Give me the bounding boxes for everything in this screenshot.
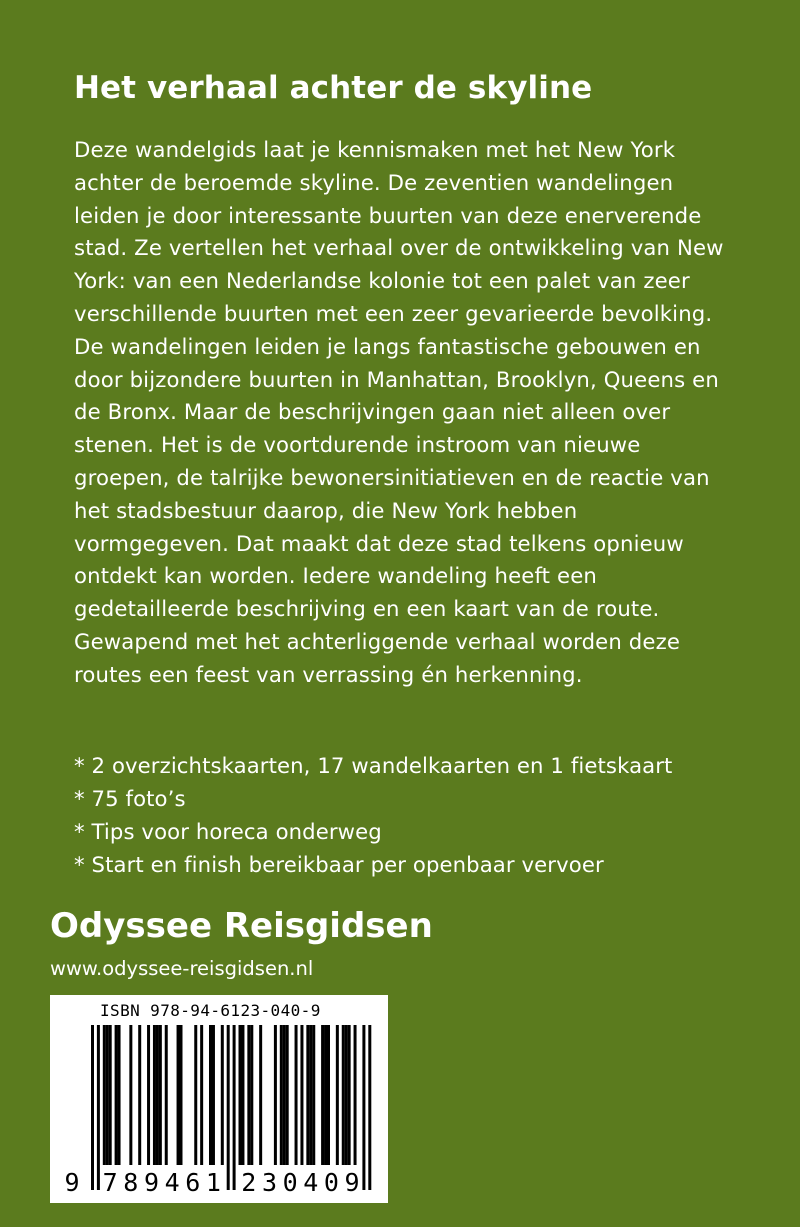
- barcode-bar: [324, 1025, 327, 1165]
- description-paragraph: Deze wandelgids laat je kennismaken met het New York achter de beroemde skyline. De zeventien wandelingen leiden je door interessante buurten van deze enerverende stad. Ze vertellen het verhaal over de ontwikkeling van New York: van een Nederlandse kolonie tot een palet van zeer verschillende buurten met een zeer gevarieerde bevolking.: [74, 137, 724, 326]
- barcode-bar: [109, 1025, 112, 1165]
- barcode-bar: [221, 1025, 224, 1165]
- barcode-digit: 3: [261, 1168, 278, 1197]
- barcode: [50, 995, 388, 1203]
- barcode-bar: [368, 1025, 371, 1190]
- feature-item: * 75 foto’s: [74, 786, 186, 811]
- barcode-bar: [280, 1025, 283, 1165]
- barcode-bar: [312, 1025, 315, 1165]
- barcode-bar: [362, 1025, 365, 1190]
- barcode-digit: 4: [164, 1168, 180, 1197]
- publisher-name: Odyssee Reisgidsen: [50, 906, 433, 946]
- barcode-bar: [106, 1025, 109, 1165]
- publisher-website: www.odyssee-reisgidsen.nl: [50, 957, 314, 980]
- barcode-bar: [165, 1025, 168, 1165]
- cover-title: Het verhaal achter de skyline: [74, 70, 593, 106]
- barcode-bar: [200, 1025, 203, 1165]
- barcode-bar: [115, 1025, 118, 1165]
- barcode-bar: [247, 1025, 250, 1165]
- barcode-bar: [354, 1025, 357, 1165]
- features-list: [74, 749, 672, 881]
- feature-item: * Tips voor horeca onderweg: [74, 819, 382, 844]
- barcode-bar: [239, 1025, 242, 1165]
- barcode-bar: [97, 1025, 100, 1190]
- barcode-bar: [283, 1025, 286, 1165]
- barcode-bar: [259, 1025, 262, 1165]
- feature-item: * Start en finish bereikbaar per openbaar vervoer: [74, 852, 604, 877]
- barcode-bar: [348, 1025, 351, 1165]
- barcode-digit: 9: [344, 1168, 360, 1197]
- barcode-bar: [103, 1025, 106, 1165]
- barcode-digit: 0: [323, 1168, 339, 1197]
- barcode-digit: 0: [282, 1168, 298, 1197]
- barcode-bar: [250, 1025, 253, 1165]
- description: [74, 134, 734, 692]
- barcode-bar: [138, 1025, 141, 1165]
- barcode-bar: [233, 1025, 236, 1190]
- barcode-bar: [274, 1025, 277, 1165]
- barcode-bar: [286, 1025, 289, 1165]
- barcode-bar: [212, 1025, 215, 1165]
- barcode-bar: [91, 1025, 94, 1190]
- barcode-bar: [153, 1025, 156, 1165]
- barcode-bar: [327, 1025, 330, 1165]
- barcode-digit: 6: [185, 1168, 201, 1197]
- barcode-bar: [309, 1025, 312, 1165]
- barcode-bar: [306, 1025, 309, 1165]
- barcode-bar: [342, 1025, 345, 1165]
- barcode-bar: [177, 1025, 180, 1165]
- barcode-bar: [129, 1025, 132, 1165]
- barcode-bar: [300, 1025, 303, 1165]
- barcode-bar: [209, 1025, 212, 1165]
- barcode-bar: [156, 1025, 159, 1165]
- barcode-digit: 7: [102, 1168, 118, 1197]
- barcode-bar: [147, 1025, 150, 1165]
- barcode-bar: [336, 1025, 339, 1165]
- description-paragraph: De wandelingen leiden je langs fantastische gebouwen en door bijzondere buurten in Manhattan, Brooklyn, Queens en de Bronx. Maar de beschrijvingen gaan niet alleen over stenen. Het is de voortdurende instroom van nieuwe groepen, de talrijke bewonersinitiatieven en de reactie van het stadsbestuur daarop, die New York hebben vormgegeven. Dat maakt dat deze stad telkens opnieuw ontdekt kan worden. Iedere wandeling heeft een gedetailleerde beschrijving en een kaart van de route. Gewapend met het achterliggende verhaal worden deze routes een feest van verrassing én herkenning.: [74, 333, 719, 687]
- barcode-bars: [50, 995, 388, 1203]
- barcode-bar: [345, 1025, 348, 1165]
- barcode-bar: [227, 1025, 230, 1190]
- barcode-bar: [159, 1025, 162, 1165]
- barcode-bar: [180, 1025, 183, 1165]
- barcode-digit: 2: [241, 1168, 257, 1197]
- barcode-digit: 1: [205, 1168, 221, 1197]
- barcode-digit: 9: [64, 1168, 80, 1197]
- barcode-bar: [194, 1025, 197, 1165]
- barcode-digit: 8: [123, 1168, 139, 1197]
- isbn-label: ISBN 978-94-6123-040-9: [100, 1001, 321, 1020]
- barcode-bar: [241, 1025, 244, 1165]
- barcode-bar: [118, 1025, 121, 1165]
- barcode-digit: 4: [303, 1168, 319, 1197]
- barcode-bar: [321, 1025, 324, 1165]
- barcode-bar: [295, 1025, 298, 1165]
- feature-item: * 2 overzichtskaarten, 17 wandelkaarten en 1 fietskaart: [74, 753, 673, 778]
- barcode-digit: 9: [143, 1168, 160, 1197]
